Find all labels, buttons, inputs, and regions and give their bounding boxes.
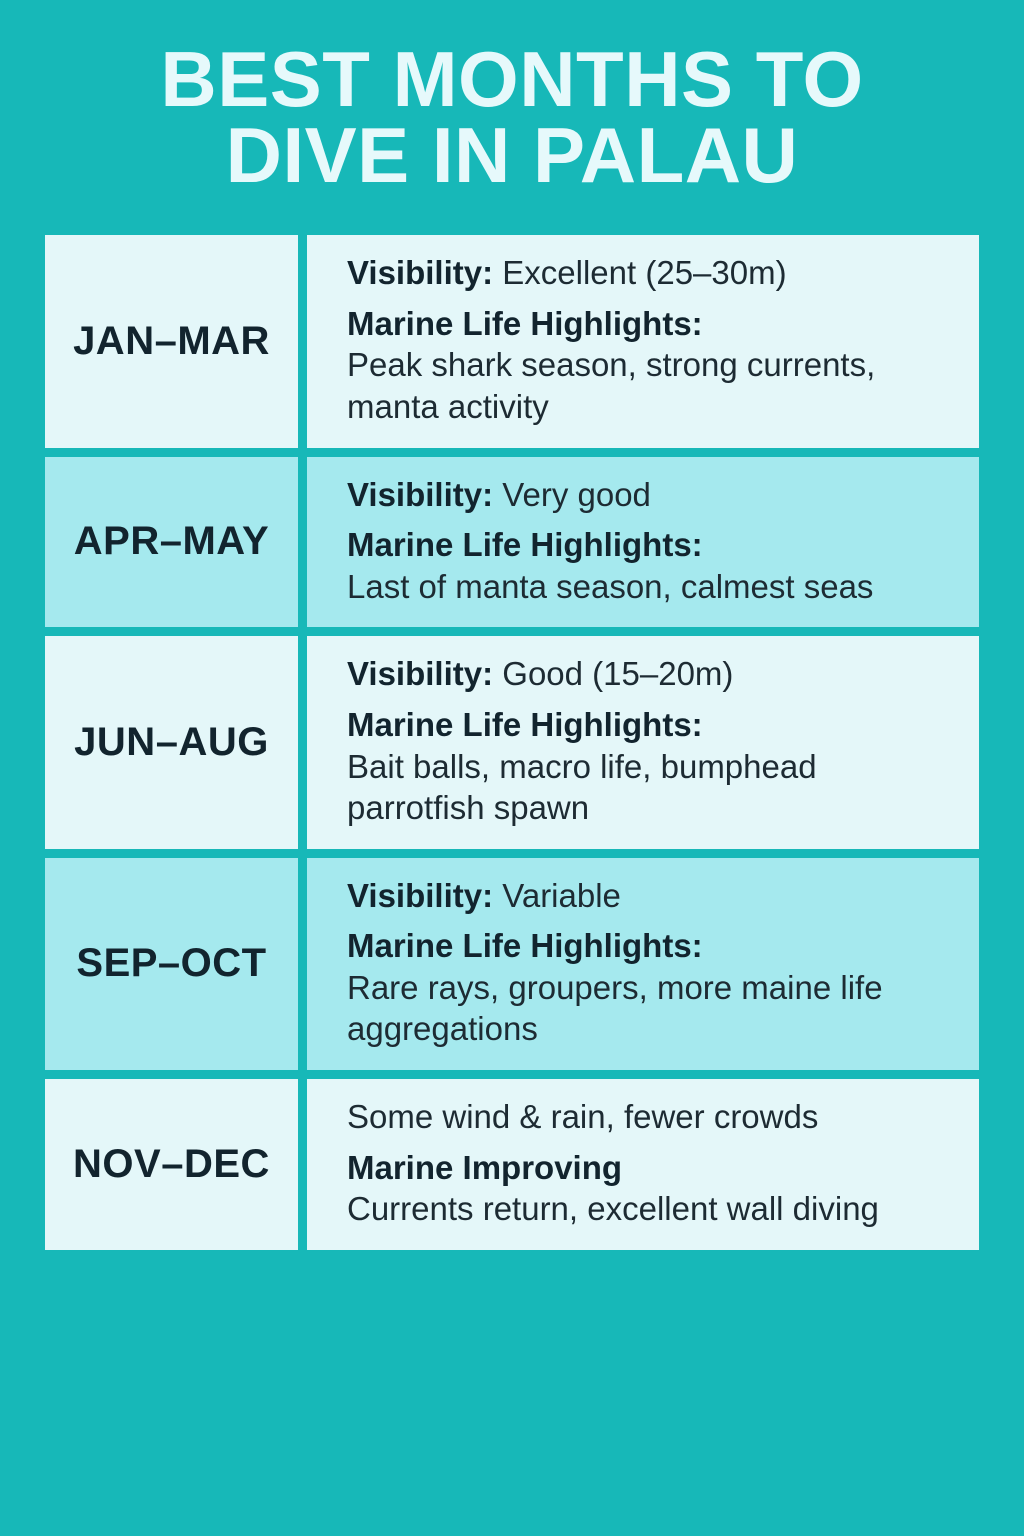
visibility-line (347, 875, 953, 917)
visibility-line (347, 653, 953, 695)
detail-cell (307, 636, 979, 848)
dive-season-table (45, 235, 979, 1249)
visibility-label: Visibility: (347, 655, 494, 693)
visibility-value: Good (15–20m) (502, 655, 734, 693)
visibility-label: Visibility: (347, 475, 494, 513)
month-label: JAN–MAR (73, 318, 270, 363)
month-cell (45, 858, 298, 1070)
month-cell (45, 457, 298, 628)
table-row (45, 457, 979, 628)
detail-cell (307, 1079, 979, 1250)
visibility-value: Some wind & rain, fewer crowds (347, 1097, 819, 1135)
highlights-label: Marine Life Highlights: (347, 526, 703, 564)
title-line-2: DIVE IN PALAU (225, 110, 799, 199)
visibility-label: Visibility: (347, 876, 494, 914)
highlights-value: Bait balls, macro life, bumphead parrotfish spawn (347, 747, 817, 827)
month-cell (45, 235, 298, 447)
highlights-label: Marine Life Highlights: (347, 304, 703, 342)
detail-cell (307, 235, 979, 447)
month-cell (45, 636, 298, 848)
month-label: APR–MAY (73, 519, 270, 564)
table-row (45, 1079, 979, 1250)
visibility-line (347, 474, 953, 516)
highlights-label-line (347, 1147, 953, 1189)
month-label: JUN–AUG (74, 720, 269, 765)
visibility-line (347, 252, 953, 294)
title-line-1: BEST MONTHS TO (160, 35, 864, 123)
page-title (45, 0, 979, 199)
month-label: NOV–DEC (73, 1141, 270, 1186)
visibility-line (347, 1096, 953, 1138)
month-cell (45, 1079, 298, 1250)
table-row (45, 636, 979, 848)
visibility-label: Visibility: (347, 254, 494, 292)
highlights-label-line (347, 524, 953, 566)
visibility-value: Variable (502, 876, 621, 914)
highlights-value: Currents return, excellent wall diving (347, 1190, 879, 1228)
highlights-value: Peak shark season, strong currents, manta activity (347, 346, 876, 426)
table-row (45, 235, 979, 447)
highlights-label-line (347, 925, 953, 967)
visibility-value: Excellent (25–30m) (502, 254, 787, 292)
detail-cell (307, 457, 979, 628)
highlights-value: Rare rays, groupers, more maine life aggregations (347, 968, 883, 1048)
highlights-label-line (347, 303, 953, 345)
highlights-label: Marine Life Highlights: (347, 927, 703, 965)
highlights-label: Marine Life Highlights: (347, 705, 703, 743)
highlights-label: Marine Improving (347, 1148, 623, 1186)
highlights-label-line (347, 704, 953, 746)
highlights-value: Last of manta season, calmest seas (347, 567, 874, 605)
table-row (45, 858, 979, 1070)
month-label: SEP–OCT (76, 941, 267, 986)
detail-cell (307, 858, 979, 1070)
visibility-value: Very good (502, 475, 651, 513)
